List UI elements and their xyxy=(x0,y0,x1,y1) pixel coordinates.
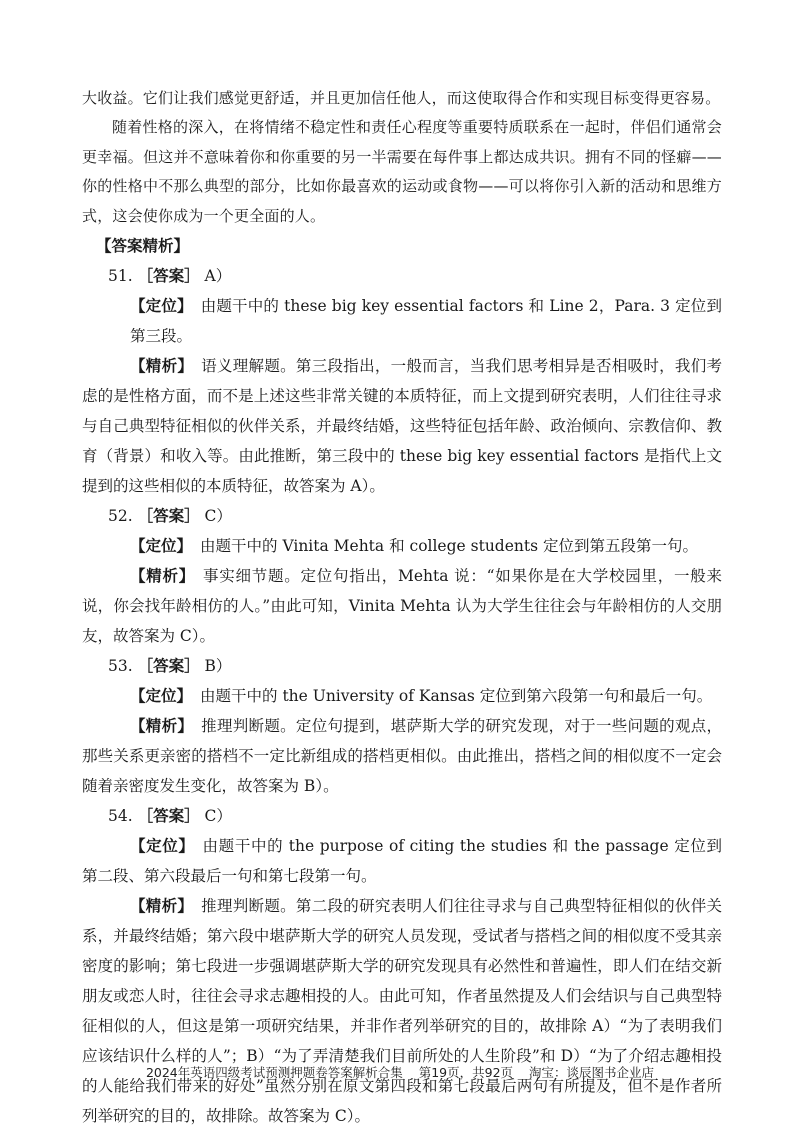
answer-line xyxy=(108,261,722,291)
locate-text: 由题干中的 the University of Kansas 定位到第六段第一句和最后一句。 xyxy=(200,687,713,706)
answer-analysis-heading: 【答案精析】 xyxy=(96,236,190,256)
analysis-label: 【精析】 xyxy=(130,566,195,586)
locate-line xyxy=(82,831,722,891)
question-51 xyxy=(82,261,722,501)
translation-paragraph-2: 随着性格的深入，在将情绪不稳定性和责任心程度等重要特质联系在一起时，伴侣们通常会更幸福。但这并不意味着你和你重要的另一半需要在每件事上都达成共识。拥有不同的怪癖——你的性格中不那么典型的部分，比如你最喜欢的运动或食物——可以将你引入新的活动和思维方式，这会使你成为一个更全面的人。 xyxy=(82,118,722,225)
analysis-text: 语义理解题。第三段指出，一般而言，当我们思考相异是否相吸时，我们考虑的是性格方面，而不是上述这些非常关键的本质特征，而上文提到研究表明，人们往往寻求与自己典型特征相似的伙伴关系，并最终结婚，这些特征包括年龄、政治倾向、宗教信仰、教育（背景）和收入等。由此推断，第三段中的 these big key essential factors 是指代上文提到的这些相似的本质特征，故答案为 A）。 xyxy=(82,357,722,496)
analysis-line xyxy=(82,891,722,1131)
locate-text: 由题干中的 the purpose of citing the studies 和 the passage 定位到第二段、第六段最后一句和第七段第一句。 xyxy=(82,837,722,886)
question-53 xyxy=(82,651,722,801)
analysis-line xyxy=(82,561,722,651)
answer-label: ［答案］ xyxy=(137,806,200,826)
question-number: 53. xyxy=(108,657,133,676)
translation-paragraph-1: 大收益。它们让我们感觉更舒适，并且更加信任他人，而这使取得合作和实现目标变得更容易。 xyxy=(82,89,721,107)
answer-label: ［答案］ xyxy=(137,656,200,676)
answer-value: C） xyxy=(204,807,232,826)
answer-label: ［答案］ xyxy=(137,506,200,526)
locate-label: 【定位】 xyxy=(130,836,195,856)
answer-value: B） xyxy=(204,657,232,676)
page-footer xyxy=(0,1063,800,1081)
question-number: 51. xyxy=(108,267,133,286)
question-number: 52. xyxy=(108,507,133,526)
analysis-label: 【精析】 xyxy=(130,716,194,736)
answer-value: C） xyxy=(204,507,232,526)
analysis-line xyxy=(82,351,722,501)
locate-label: 【定位】 xyxy=(130,296,193,316)
locate-text: 由题干中的 Vinita Mehta 和 college students 定位到第五段第一句。 xyxy=(200,537,698,556)
analysis-text: 推理判断题。定位句提到，堪萨斯大学的研究发现，对于一些问题的观点，那些关系更亲密的搭档不一定比新组成的搭档更相似。由此推出，搭档之间的相似度不一定会随着亲密度发生变化，故答案为 B）。 xyxy=(82,717,722,796)
analysis-text: 推理判断题。第二段的研究表明人们往往寻求与自己典型特征相似的伙伴关系，并最终结婚；第六段中堪萨斯大学的研究人员发现，受试者与搭档之间的相似度不受其亲密度的影响；第七段进一步强调堪萨斯大学的研究发现具有必然性和普遍性，即人们在结交新朋友或恋人时，往往会寻求志趣相投的人。由此可知，作者虽然提及人们会结识与自己典型特征相似的人，但这是第一项研究结果，并非作者列举研究的目的，故排除 A）“为了表明我们应该结识什么样的人”；B）“为了弄清楚我们目前所处的人生阶段”和 D）“为了介绍志趣相投的人能给我们带来的好处”虽然分别在原文第四段和第七段最后两句有所提及，但不是作者所列举研究的目的，故排除。故答案为 C）。 xyxy=(82,897,722,1126)
locate-line xyxy=(82,681,722,711)
page-content xyxy=(82,84,722,1131)
analysis-label: 【精析】 xyxy=(130,896,194,916)
analysis-label: 【精析】 xyxy=(130,356,194,376)
answer-value: A） xyxy=(204,267,232,286)
answer-line xyxy=(108,651,722,681)
locate-line xyxy=(82,291,722,351)
locate-text: 由题干中的 these big key essential factors 和 Line 2，Para. 3 定位到第三段。 xyxy=(130,297,722,346)
answer-label: ［答案］ xyxy=(137,266,200,286)
footer-title: 2024年英语四级考试预测押题卷答案解析合集 xyxy=(145,1065,403,1080)
question-54 xyxy=(82,801,722,1131)
locate-line xyxy=(82,531,722,561)
answer-line xyxy=(108,801,722,831)
answer-line xyxy=(108,501,722,531)
question-52 xyxy=(82,501,722,651)
analysis-text: 事实细节题。定位句指出，Mehta 说：“如果你是在大学校园里，一般来说，你会找年龄相仿的人。”由此可知，Vinita Mehta 认为大学生往往会与年龄相仿的人交朋友，故答案为 C）。 xyxy=(82,567,722,646)
analysis-line xyxy=(82,711,722,801)
locate-label: 【定位】 xyxy=(130,536,193,556)
footer-page-number: 第19页，共92页 xyxy=(418,1065,514,1080)
locate-label: 【定位】 xyxy=(130,686,193,706)
question-number: 54. xyxy=(108,807,133,826)
footer-shop: 淘宝：谈辰图书企业店 xyxy=(529,1065,655,1080)
